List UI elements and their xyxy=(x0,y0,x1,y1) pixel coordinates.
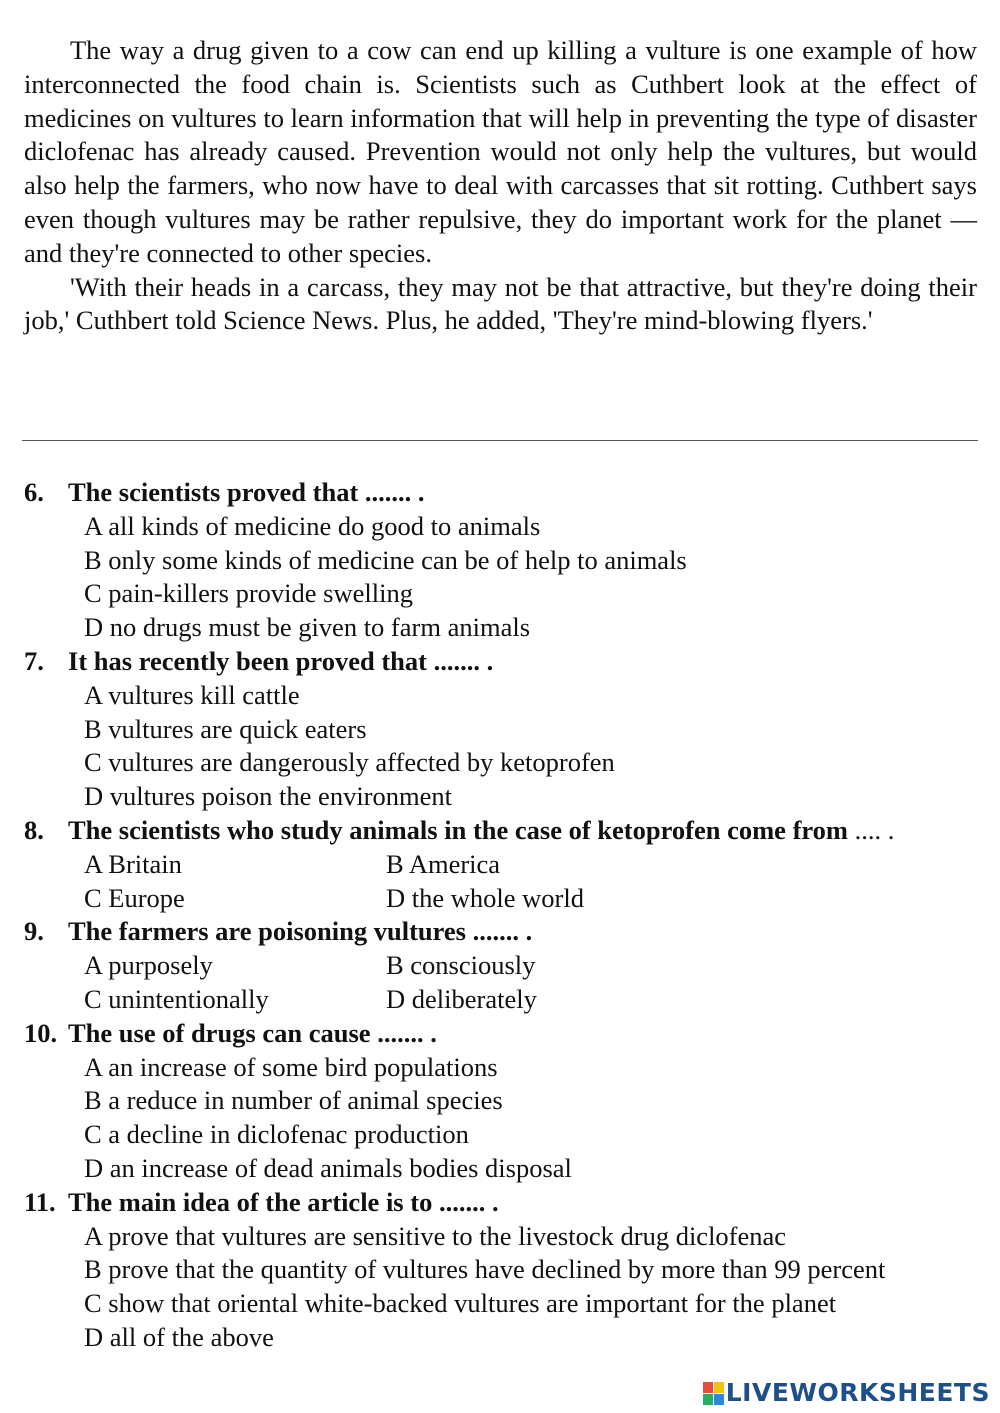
answer-option[interactable]: D vultures poison the environment xyxy=(84,781,452,812)
answer-option[interactable]: A prove that vultures are sensitive to the livestock drug diclofenac xyxy=(84,1220,787,1251)
answer-options xyxy=(24,679,994,814)
logo-square xyxy=(714,1394,724,1405)
question-number: 6. xyxy=(24,477,44,507)
answer-option[interactable]: A Britain xyxy=(84,848,182,879)
question-number: 7. xyxy=(24,645,44,676)
question-10 xyxy=(24,1017,994,1186)
question-stem xyxy=(24,645,994,679)
passage-paragraph: 'With their heads in a carcass, they may not be that attractive, but they're doing their job,' Cuthbert told Science News. Plus, he added, 'They're mind-blowing flyers.' xyxy=(24,271,977,336)
answer-option[interactable]: C show that oriental white-backed vultures are important for the planet xyxy=(84,1288,837,1319)
question-stem xyxy=(24,1017,994,1051)
logo-square xyxy=(714,1382,724,1393)
answer-option[interactable]: A an increase of some bird populations xyxy=(84,1051,498,1082)
question-number: 10. xyxy=(24,1017,58,1048)
brand-text: LIVEWORKSHEETS xyxy=(725,1378,990,1407)
answer-option[interactable]: B consciously xyxy=(386,950,536,981)
question-stem xyxy=(24,915,994,949)
answer-options xyxy=(24,510,994,645)
answer-option[interactable]: D no drugs must be given to farm animals xyxy=(84,612,531,643)
answer-option[interactable]: B only some kinds of medicine can be of help to animals xyxy=(84,544,687,575)
liveworksheets-icon xyxy=(703,1382,723,1404)
question-text: The scientists proved that ....... . xyxy=(68,477,425,507)
question-stem xyxy=(24,1186,994,1220)
answer-option[interactable]: B America xyxy=(386,848,501,879)
reading-passage xyxy=(24,34,977,338)
question-text: The scientists who study animals in the case of ketoprofen come from xyxy=(68,814,849,845)
question-number: 9. xyxy=(24,916,44,947)
question-tail: .... . xyxy=(848,814,895,845)
section-divider xyxy=(22,440,978,441)
answer-option[interactable]: B vultures are quick eaters xyxy=(84,713,367,744)
question-text: The farmers are poisoning vultures ....... . xyxy=(68,916,533,947)
passage-paragraph: The way a drug given to a cow can end up killing a vulture is one example of how interconnected the food chain is. Scientists such as Cuthbert look at the effect of medicines on vultures to learn information that will help in preventing the type of disaster diclofenac has already caused. Prevention would not only help the vultures, but would also help the farmers, who now have to deal with carcasses that sit rotting. Cuthbert says even though vultures may be rather repulsive, they do important work for the planet — and they're connected to other species. xyxy=(24,35,977,268)
answer-option[interactable]: A vultures kill cattle xyxy=(84,679,300,710)
answer-option[interactable]: C pain-killers provide swelling xyxy=(84,578,413,609)
question-7 xyxy=(24,645,994,814)
answer-option[interactable]: A all kinds of medicine do good to animals xyxy=(84,510,541,541)
answer-options xyxy=(24,1220,994,1355)
answer-option[interactable]: C a decline in diclofenac production xyxy=(84,1119,469,1150)
answer-options xyxy=(24,1051,994,1186)
question-text: The main idea of the article is to ....... . xyxy=(68,1186,499,1217)
answer-option[interactable]: D deliberately xyxy=(386,983,537,1014)
question-6 xyxy=(24,476,994,645)
answer-option[interactable]: D all of the above xyxy=(84,1321,274,1352)
question-text: It has recently been proved that ....... . xyxy=(68,645,494,676)
answer-option[interactable]: C unintentionally xyxy=(84,983,269,1014)
answer-option[interactable]: C Europe xyxy=(84,882,185,913)
answer-option[interactable]: B prove that the quantity of vultures have declined by more than 99 percent xyxy=(84,1254,886,1285)
question-number: 11. xyxy=(24,1186,56,1217)
question-stem xyxy=(24,814,994,848)
question-stem xyxy=(24,476,994,510)
logo-square xyxy=(703,1394,713,1405)
question-9 xyxy=(24,915,994,1016)
answer-option[interactable]: B a reduce in number of animal species xyxy=(84,1085,503,1116)
question-11 xyxy=(24,1186,994,1355)
question-list xyxy=(24,476,994,1355)
answer-options xyxy=(24,949,994,1017)
answer-option[interactable]: D an increase of dead animals bodies disposal xyxy=(84,1152,572,1183)
question-number: 8. xyxy=(24,814,44,845)
answer-options xyxy=(24,848,994,916)
answer-option[interactable]: C vultures are dangerously affected by ketoprofen xyxy=(84,747,615,778)
answer-option[interactable]: D the whole world xyxy=(386,882,584,913)
question-text: The use of drugs can cause ....... . xyxy=(68,1017,437,1048)
logo-square xyxy=(703,1382,713,1393)
liveworksheets-logo xyxy=(703,1378,990,1407)
answer-option[interactable]: A purposely xyxy=(84,950,213,981)
question-8 xyxy=(24,814,994,915)
